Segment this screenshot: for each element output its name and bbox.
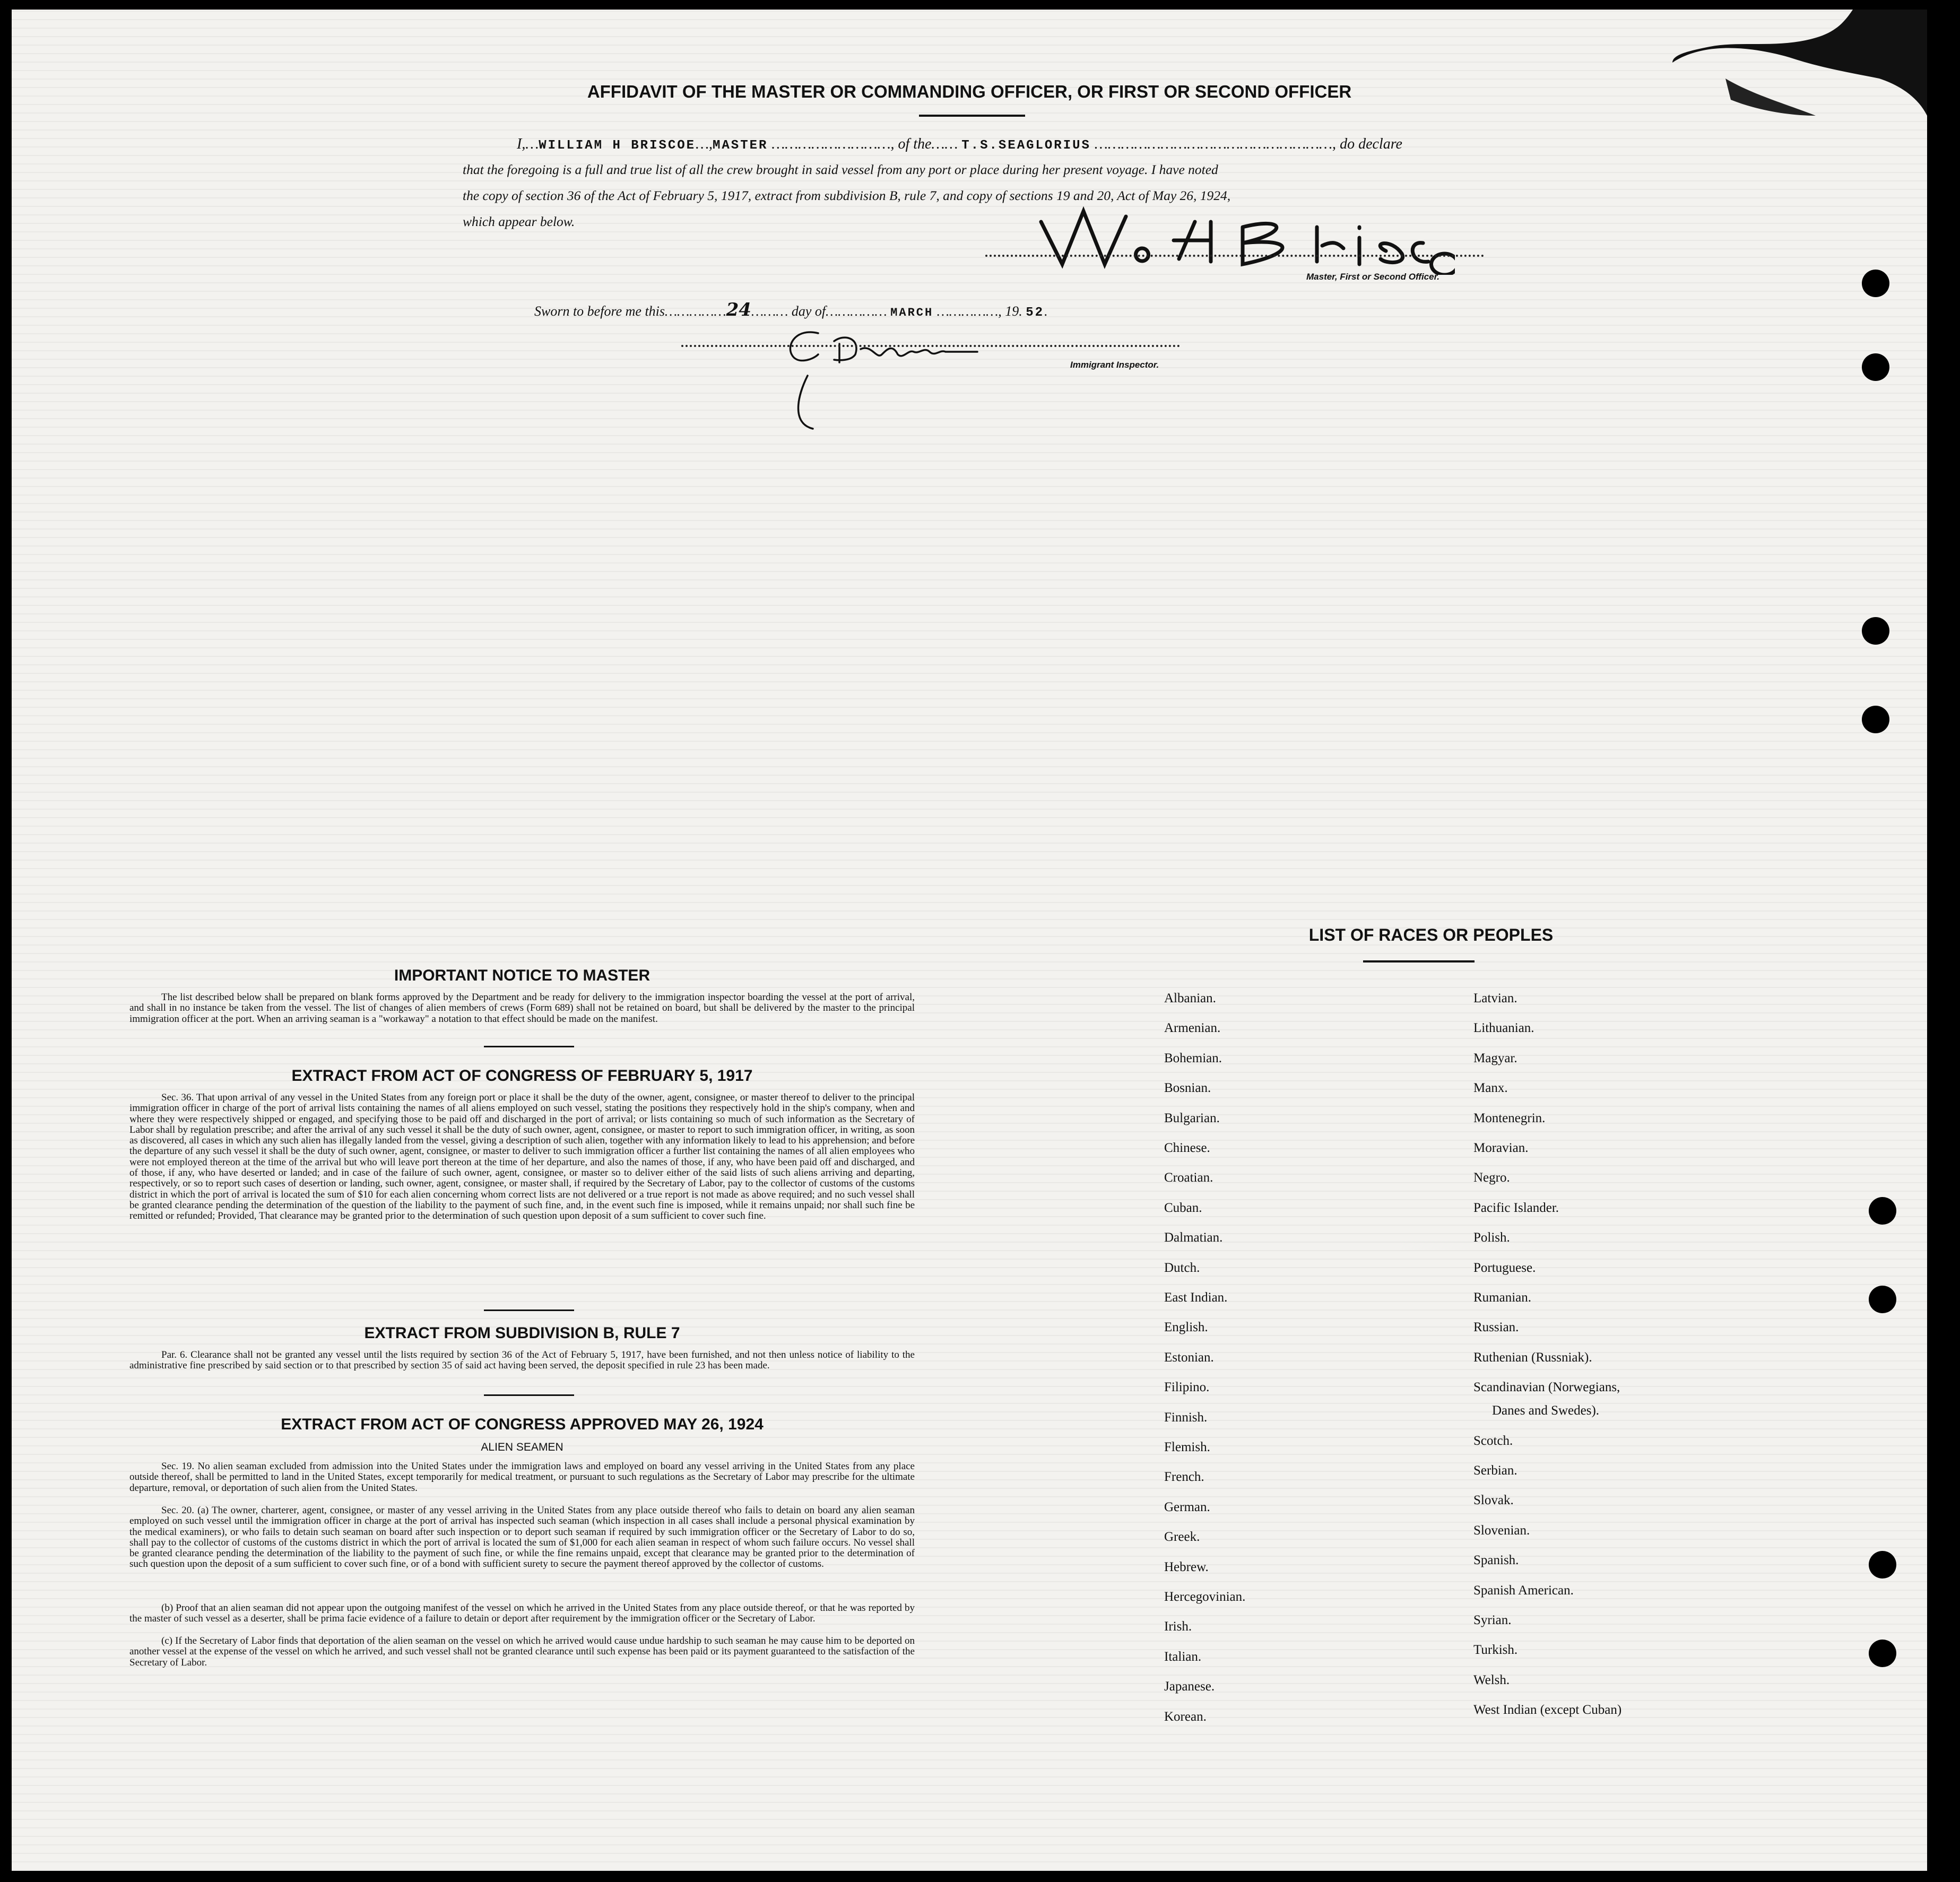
race-item: Manx.	[1473, 1081, 1508, 1096]
inspector-caption: Immigrant Inspector.	[1070, 360, 1159, 370]
race-item: Welsh.	[1473, 1672, 1510, 1687]
races-title: LIST OF RACES OR PEOPLES	[1308, 925, 1554, 944]
vessel-name: T.S.SEAGLORIUS	[961, 138, 1091, 153]
race-item: Filipino.	[1164, 1380, 1210, 1395]
punch-hole	[1869, 1197, 1896, 1225]
race-item: Portuguese.	[1473, 1260, 1536, 1275]
race-item: Moravian.	[1473, 1141, 1529, 1155]
do-declare-label: do declare	[1340, 136, 1402, 152]
extract-1924-title: EXTRACT FROM ACT OF CONGRESS APPROVED MAY 26, 1924	[281, 1416, 764, 1433]
race-item: Korean.	[1164, 1709, 1207, 1724]
race-item: Croatian.	[1164, 1170, 1213, 1185]
race-item: Latvian.	[1473, 991, 1517, 1005]
race-item: West Indian (except Cuban)	[1473, 1703, 1622, 1718]
race-item: Ruthenian (Russniak).	[1473, 1350, 1592, 1365]
race-item: Bulgarian.	[1164, 1111, 1220, 1125]
master-position: MASTER	[712, 138, 768, 153]
race-item: Greek.	[1164, 1530, 1200, 1545]
race-item: Pacific Islander.	[1473, 1200, 1559, 1215]
sworn-month: MARCH	[890, 306, 934, 319]
signature-dotted-line	[985, 255, 1484, 257]
race-item: Japanese.	[1164, 1679, 1215, 1694]
race-item: Scotch.	[1473, 1433, 1513, 1448]
race-item: Scandinavian (Norwegians,	[1473, 1380, 1620, 1395]
punch-hole	[1862, 706, 1889, 733]
section-rule	[484, 1046, 574, 1047]
race-item: Syrian.	[1473, 1613, 1512, 1627]
punch-hole	[1869, 1286, 1896, 1313]
punch-hole	[1869, 1640, 1896, 1667]
affidavit-title: AFFIDAVIT OF THE MASTER OR COMMANDING OFFICER, OR FIRST OR SECOND OFFICER	[587, 82, 1352, 101]
i-label: I,	[517, 136, 526, 152]
race-item: Flemish.	[1164, 1440, 1210, 1454]
torn-corner-mark	[1630, 10, 1927, 137]
extract-1924-sec20a: Sec. 20. (a) The owner, charterer, agent, consignee, or master of any vessel arriving in the United States from any place outside thereof who fails to detain on board any alien seaman employed on such vessel until the immigration officer in charge at the port of arrival has inspected such seaman (which inspection in all cases shall include a personal physical examination by the medical examiners), or who fails to detain such seaman on board after such inspection or to deport such seaman if required by such immigration officer or the Secretary of Labor to do so, shall pay to the collector of customs of the customs district in which the port of arrival is located the sum of $1,000 for each alien seaman in respect of whom such failure occurs. No vessel shall be granted clearance pending the determination of the liability to the payment of such fine, or while the fine remains unpaid, except that clearance may be granted prior to the determination of such question upon the deposit of a sum sufficient to cover such fine, or of a bond with sufficient surety to secure the payment thereof approved by the collector of customs.	[129, 1505, 915, 1570]
extract-1924-subtitle: ALIEN SEAMEN	[481, 1441, 563, 1453]
title-rule	[919, 115, 1025, 117]
signature-caption: Master, First or Second Officer.	[1306, 272, 1439, 282]
race-item: Lithuanian.	[1473, 1021, 1534, 1036]
race-item: English.	[1164, 1320, 1208, 1335]
sworn-year: 52	[1026, 306, 1045, 320]
year-prefix: 19	[1005, 303, 1019, 319]
extract-1917-text: Sec. 36. That upon arrival of any vessel in the United States from any foreign port or place it shall be the duty of the owner, agent, consignee, or master thereof to deliver to the principal immigration officer in charge of the port of arrival lists containing the names of all aliens employed on such vessel, stating the positions they respectively hold in the ship's company, when and where they were respectively shipped or engaged, and specifying those to be paid off and discharged in the port of arrival; or lists containing so much of such information as the Secretary of Labor shall by regulation prescribe; and after the arrival of any such vessel it shall be the duty of such owner, agent, consignee, or master to report to such immigration officer, in writing, as soon as discovered, all cases in which any such alien has illegally landed from the vessel, giving a description of such alien, together with any information likely to lead to his apprehension; and before the departure of any such vessel it shall be the duty of such owner, agent, consignee, or master to deliver to such immigration officer a further list containing the names of all alien employees who were not employed thereon at the time of the arrival but who will leave port thereon at the time of her departure, and also the names of those, if any, who have been paid off and discharged, and of those, if any, who have deserted or landed; and in case of the failure of such owner, agent, consignee, or master so to deliver either of the said lists of such aliens arriving and departing, respectively, or so to report such cases of desertion or landing, such owner, agent, consignee, or master shall, if required by the Secretary of Labor, pay to the collector of customs of the customs district in which the port of arrival is located the sum of $10 for each alien concerning whom correct lists are not delivered or a true report is not made as above required; and no such vessel shall be granted clearance pending the determination of the question of the liability to the payment of such fine, and, in the event such fine is imposed, while it remains unpaid; nor shall such fine be remitted or refunded; Provided, That clearance may be granted prior to the determination of such question upon deposit of a sum sufficient to cover such fine.	[129, 1092, 915, 1222]
race-item: Estonian.	[1164, 1350, 1214, 1365]
races-rule	[1363, 960, 1475, 962]
master-name: WILLIAM H BRISCOE	[539, 138, 696, 153]
day-of-label: day of	[791, 303, 826, 319]
section-rule	[484, 1309, 574, 1311]
extract-1924-sec20b: (b) Proof that an alien seaman did not appear upon the outgoing manifest of the vessel on which he arrived in the United States from any place outside thereof, or that he was reported by the master of such vessel as a deserter, shall be prima facie evidence of a failure to detain or deport after requirement by the immigration officer or the Secretary of Labor.	[129, 1602, 915, 1625]
race-item: Russian.	[1473, 1320, 1519, 1335]
race-item: Finnish.	[1164, 1410, 1208, 1425]
race-item: Magyar.	[1473, 1051, 1517, 1065]
race-item: Irish.	[1164, 1619, 1192, 1634]
race-item: Montenegrin.	[1473, 1111, 1546, 1125]
document-page	[12, 10, 1927, 1871]
declaration-line-3: the copy of section 36 of the Act of February 5, 1917, extract from subdivision B, rule 7, and copy of sections 19 and 20, Act of May 26, 1924,	[463, 188, 1231, 203]
race-item: Spanish American.	[1473, 1583, 1574, 1598]
section-rule	[484, 1394, 574, 1396]
race-item: German.	[1164, 1499, 1210, 1514]
race-item: Chinese.	[1164, 1141, 1210, 1155]
declaration-line: I,…WILLIAM H BRISCOE…,MASTER ………………………, of the…… T.S.SEAGLORIUS ………………………………………………, do declare	[517, 136, 1402, 153]
punch-hole	[1869, 1551, 1896, 1579]
race-item: Albanian.	[1164, 991, 1216, 1005]
punch-hole	[1862, 353, 1889, 381]
race-item: Rumanian.	[1473, 1290, 1532, 1305]
extract-1924-sec20c: (c) If the Secretary of Labor finds that deportation of the alien seaman on the vessel on which he arrived would cause undue hardship to such seaman he may cause him to be deported on another vessel at the expense of the vessel on which he arrived, and such vessel shall not be granted clearance until such expense has been paid or its payment guaranteed to the satisfaction of the Secretary of Labor.	[129, 1635, 915, 1668]
race-item: French.	[1164, 1470, 1204, 1485]
extract-1917-title: EXTRACT FROM ACT OF CONGRESS OF FEBRUARY 5, 1917	[291, 1067, 753, 1085]
race-item: Bohemian.	[1164, 1051, 1222, 1065]
master-signature	[1020, 190, 1455, 275]
extract-rule7-text: Par. 6. Clearance shall not be granted any vessel until the lists required by section 36 of the Act of February 5, 1917, have been furnished, and not then unless notice of liability to the administrative fine prescribed by said section or to that prescribed by section 35 of said act having been served, the deposit specified in rule 23 has been made.	[129, 1349, 915, 1372]
punch-hole	[1862, 617, 1889, 645]
sworn-label: Sworn to before me this	[534, 303, 665, 319]
race-item: Turkish.	[1473, 1643, 1518, 1658]
punch-hole	[1862, 270, 1889, 297]
race-item: Armenian.	[1164, 1021, 1221, 1036]
extract-1924-sec19: Sec. 19. No alien seaman excluded from admission into the United States under the immigration laws and employed on board any vessel arriving in the United States from any place outside thereof, shall be permitted to land in the United States, except temporarily for medical treatment, or pursuant to such regulations as the Secretary of Labor may prescribe for the ultimate departure, removal, or deportation of such alien from the United States.	[129, 1461, 915, 1494]
race-item: Slovak.	[1473, 1493, 1514, 1508]
race-item: Negro.	[1473, 1170, 1510, 1185]
extract-rule7-title: EXTRACT FROM SUBDIVISION B, RULE 7	[364, 1324, 680, 1342]
race-item: East Indian.	[1164, 1290, 1228, 1305]
inspector-dotted-line	[681, 345, 1180, 347]
race-item: Hebrew.	[1164, 1559, 1209, 1574]
race-item: Slovenian.	[1473, 1523, 1530, 1538]
race-item-continuation: Danes and Swedes).	[1492, 1403, 1600, 1418]
sworn-day: 24	[726, 299, 751, 320]
notice-text: The list described below shall be prepared on blank forms approved by the Department and be ready for delivery to the immigration inspector boarding the vessel at the port of arrival, and shall in no instance be taken from the vessel. The list of changes of alien members of crews (Form 689) shall not be retained on board, but shall be delivered by the master to the principal immigration officer at the port. When an arriving seaman is a "workaway" a notation to that effect should be made on the manifest.	[129, 992, 915, 1025]
race-item: Hercegovinian.	[1164, 1590, 1246, 1604]
race-item: Dalmatian.	[1164, 1230, 1223, 1245]
sworn-line: Sworn to before me this……………24……… day of…………… MARCH ……………, 19. 52.	[534, 299, 1048, 320]
of-the-label: of the	[898, 136, 932, 152]
race-item: Cuban.	[1164, 1200, 1202, 1215]
race-item: Polish.	[1473, 1230, 1510, 1245]
declaration-line-4: which appear below.	[463, 214, 575, 229]
race-item: Serbian.	[1473, 1463, 1517, 1478]
race-item: Spanish.	[1473, 1553, 1519, 1568]
race-item: Dutch.	[1164, 1260, 1200, 1275]
race-item: Bosnian.	[1164, 1081, 1211, 1096]
race-item: Italian.	[1164, 1649, 1202, 1664]
notice-title: IMPORTANT NOTICE TO MASTER	[394, 967, 651, 984]
declaration-line-2: that the foregoing is a full and true list of all the crew brought in said vessel from any port or place during her present voyage. I have noted	[463, 162, 1218, 177]
inspector-signature	[776, 323, 999, 434]
